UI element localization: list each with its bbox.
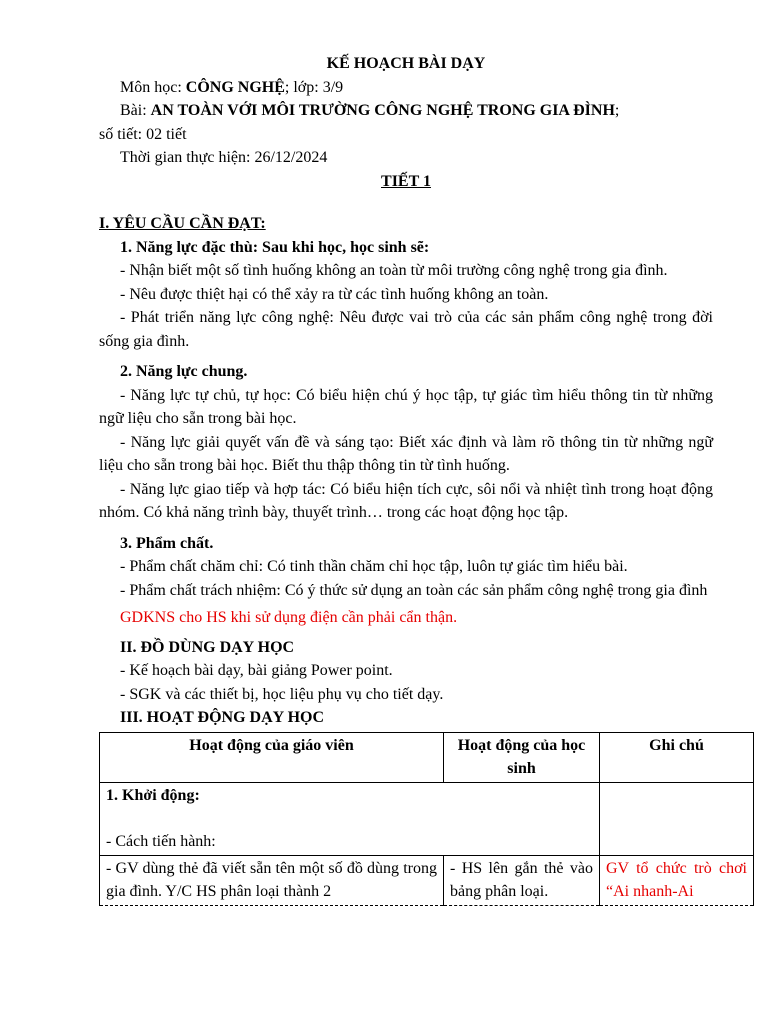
list-item: - Năng lực tự chủ, tự học: Có biểu hiện chú ý học tập, tự giác tìm hiểu thông tin từ những ngữ liệu cho sẵn trong bài học. — [99, 386, 713, 427]
lesson-line: Bài: AN TOÀN VỚI MÔI TRƯỜNG CÔNG NGHỆ TRONG GIA ĐÌNH; — [120, 102, 620, 119]
document-title: KẾ HOẠCH BÀI DẠY — [326, 55, 486, 72]
date-line: Thời gian thực hiện: 26/12/2024 — [120, 149, 328, 166]
list-item: - Nêu được thiệt hại có thể xảy ra từ các tình huống không an toàn. — [120, 285, 549, 303]
list-item: - Phẩm chất trách nhiệm: Có ý thức sử dụng an toàn các sản phẩm công nghệ trong gia đình — [120, 581, 708, 599]
table-header-row — [100, 732, 754, 782]
table-row — [100, 855, 754, 905]
table-cell — [100, 782, 600, 855]
subject-name: CÔNG NGHỆ — [185, 78, 285, 96]
teacher-activity-cell: - GV dùng thẻ đã viết sẵn tên một số đồ dùng trong gia đình. Y/C HS phân loại thành 2 — [100, 855, 444, 905]
section3-heading: III. HOẠT ĐỘNG DẠY HỌC — [120, 709, 325, 726]
table-row — [100, 782, 754, 855]
warmup-text: - Cách tiến hành: — [106, 833, 216, 850]
sub1-heading: 1. Năng lực đặc thù: Sau khi học, học sinh sẽ: — [120, 238, 430, 256]
list-item: - SGK và các thiết bị, học liệu phụ vụ cho tiết dạy. — [120, 685, 444, 703]
list-item: - Năng lực giao tiếp và hợp tác: Có biểu hiện tích cực, sôi nổi và nhiệt tình trong hoạt động nhóm. Có khả năng trình bày, thuyết trình… trong các hoạt động học tập. — [99, 480, 713, 521]
list-item: - Phẩm chất chăm chỉ: Có tinh thần chăm chỉ học tập, luôn tự giác tìm hiểu bài. — [120, 558, 628, 575]
section2-heading: II. ĐỒ DÙNG DẠY HỌC — [120, 638, 295, 656]
period-title: TIẾT 1 — [381, 172, 431, 190]
list-item: - Phát triển năng lực công nghệ: Nêu được vai trò của các sản phẩm công nghệ trong đời sống gia đình. — [99, 309, 713, 350]
table-header-student: Hoạt động của học sinh — [444, 732, 600, 782]
note-cell: GV tổ chức trò chơi “Ai nhanh-Ai — [600, 855, 754, 905]
list-item: - Nhận biết một số tình huống không an toàn từ môi trường công nghệ trong gia đình. — [120, 262, 668, 279]
warmup-heading: 1. Khởi động: — [106, 786, 200, 804]
activity-table — [99, 732, 754, 906]
list-item: - Kế hoạch bài dạy, bài giảng Power point. — [120, 662, 393, 679]
table-header-note: Ghi chú — [600, 732, 754, 782]
list-item: - Năng lực giải quyết vấn đề và sáng tạo: Biết xác định và làm rõ thông tin từ những ngữ liệu cho sẵn trong bài học. Biết thu thập thông tin từ tình huống. — [99, 433, 713, 474]
section1-heading: I. YÊU CẦU CẦN ĐẠT: — [99, 215, 266, 232]
table-header-teacher: Hoạt động của giáo viên — [100, 732, 444, 782]
gdkns-note: GDKNS cho HS khi sử dụng điện cần phải cẩn thận. — [120, 609, 458, 626]
sub2-heading: 2. Năng lực chung. — [120, 363, 248, 380]
table-cell — [600, 782, 754, 855]
sub3-heading: 3. Phẩm chất. — [120, 534, 214, 552]
periods-line: số tiết: 02 tiết — [99, 125, 187, 143]
subject-line: Môn học: CÔNG NGHỆ; lớp: 3/9 — [120, 78, 344, 96]
student-activity-cell: - HS lên gắn thẻ vào bảng phân loại. — [444, 855, 600, 905]
lesson-name: AN TOÀN VỚI MÔI TRƯỜNG CÔNG NGHỆ TRONG GIA ĐÌNH — [150, 102, 615, 119]
lesson-plan-page — [99, 50, 747, 906]
